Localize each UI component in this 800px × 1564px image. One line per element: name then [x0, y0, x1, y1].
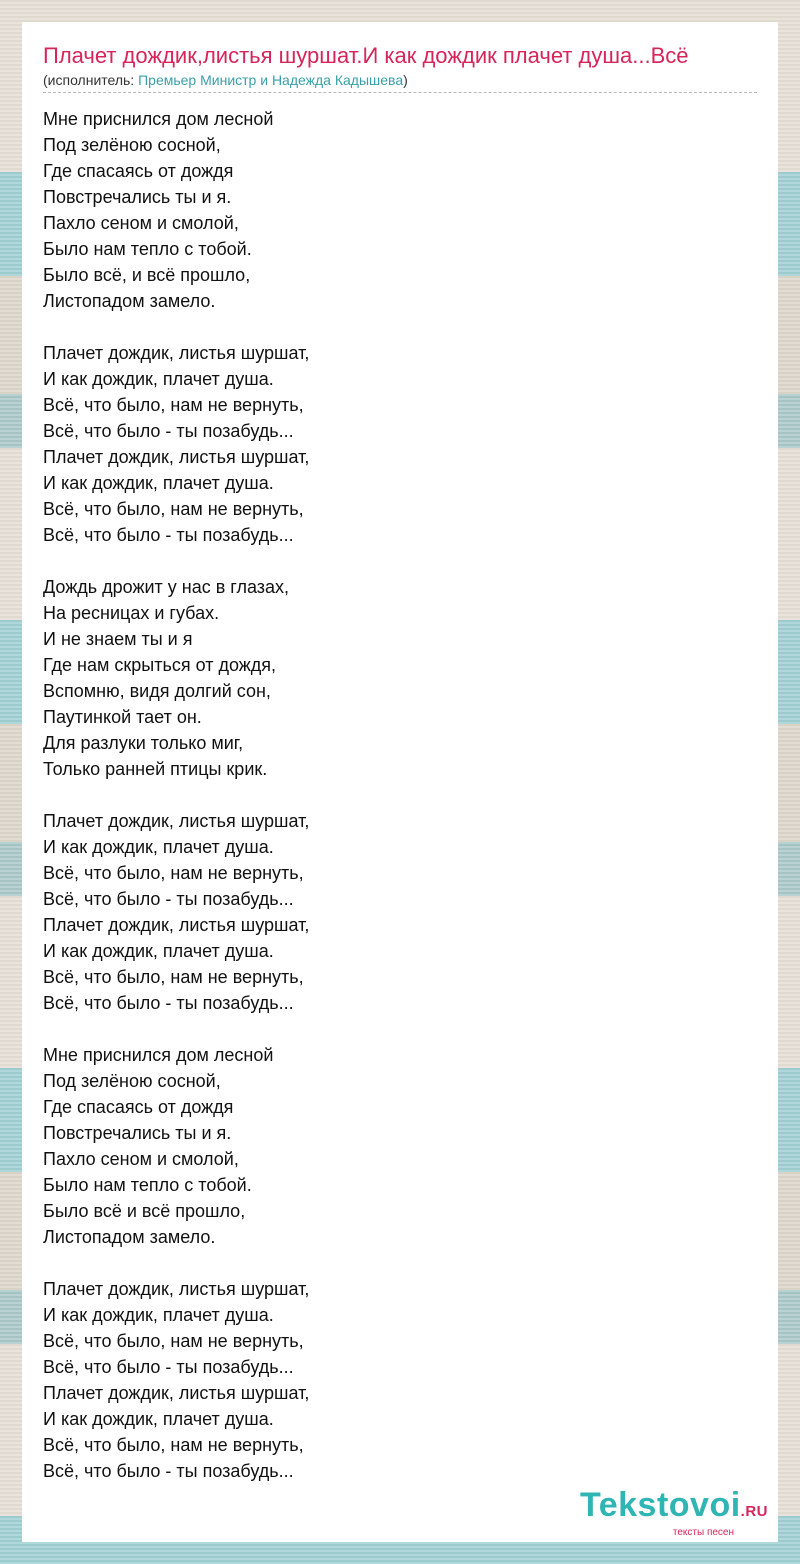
- lyrics-line: Было всё и всё прошло,: [43, 1201, 246, 1221]
- lyrics-stanza: [43, 574, 758, 782]
- lyrics-line: Всё, что было, нам не вернуть,: [43, 1435, 304, 1455]
- lyrics-stanza: [43, 808, 758, 1016]
- performer-prefix: (исполнитель:: [43, 72, 139, 88]
- lyrics-stanza: [43, 340, 758, 548]
- lyrics-line: Всё, что было, нам не вернуть,: [43, 1331, 304, 1351]
- logo-name: Tekstovoi: [579, 1486, 741, 1524]
- lyrics-line: Паутинкой тает он.: [43, 707, 202, 727]
- lyrics-line: Всё, что было, нам не вернуть,: [43, 395, 304, 415]
- lyrics-line: Всё, что было - ты позабудь...: [43, 889, 294, 909]
- lyrics-line: Где спасаясь от дождя: [43, 1097, 234, 1117]
- lyrics-line: И не знаем ты и я: [43, 629, 193, 649]
- lyrics-line: Было всё, и всё прошло,: [43, 265, 251, 285]
- lyrics-line: Листопадом замело.: [43, 291, 216, 311]
- lyrics-stanza: [43, 1276, 758, 1484]
- lyrics-line: Всё, что было, нам не вернуть,: [43, 967, 304, 987]
- lyrics-line: Плачет дождик, листья шуршат,: [43, 447, 310, 467]
- lyrics-line: Всё, что было - ты позабудь...: [43, 1357, 294, 1377]
- lyrics-body: [43, 106, 758, 1484]
- lyrics-line: Повстречались ты и я.: [43, 1123, 232, 1143]
- lyrics-line: И как дождик, плачет душа.: [43, 941, 274, 961]
- lyrics-line: Дождь дрожит у нас в глазах,: [43, 577, 290, 597]
- performer-line: [43, 72, 758, 89]
- lyrics-line: Всё, что было, нам не вернуть,: [43, 863, 304, 883]
- logo-tld: .RU: [740, 1503, 768, 1520]
- lyrics-line: Плачет дождик, листья шуршат,: [43, 811, 310, 831]
- lyrics-line: Всё, что было - ты позабудь...: [43, 421, 294, 441]
- performer-link[interactable]: Премьер Министр и Надежда Кадышева: [138, 72, 404, 88]
- logo-tagline: тексты песен: [672, 1527, 734, 1538]
- lyrics-line: Повстречались ты и я.: [43, 187, 232, 207]
- lyrics-line: Плачет дождик, листья шуршат,: [43, 343, 310, 363]
- lyrics-line: И как дождик, плачет душа.: [43, 1409, 274, 1429]
- lyrics-stanza: [43, 1042, 758, 1250]
- lyrics-line: Пахло сеном и смолой,: [43, 213, 239, 233]
- lyrics-stanza: [43, 106, 758, 314]
- lyrics-line: И как дождик, плачет душа.: [43, 473, 274, 493]
- song-title: Плачет дождик,листья шуршат.И как дождик плачет душа...Всё: [43, 43, 689, 68]
- lyrics-line: Для разлуки только миг,: [43, 733, 244, 753]
- divider: [43, 92, 757, 93]
- lyrics-line: Плачет дождик, листья шуршат,: [43, 1279, 310, 1299]
- lyrics-line: И как дождик, плачет душа.: [43, 369, 274, 389]
- lyrics-line: Где спасаясь от дождя: [43, 161, 234, 181]
- lyrics-line: Где нам скрыться от дождя,: [43, 655, 277, 675]
- lyrics-line: Под зелёною сосной,: [43, 1071, 221, 1091]
- lyrics-line: Всё, что было - ты позабудь...: [43, 993, 294, 1013]
- lyrics-line: Мне приснился дом лесной: [43, 109, 274, 129]
- lyrics-line: Всё, что было, нам не вернуть,: [43, 499, 304, 519]
- logo-wordmark: [580, 1488, 768, 1529]
- lyrics-card: [22, 22, 778, 1542]
- site-logo[interactable]: [580, 1488, 768, 1538]
- performer-suffix: ): [403, 72, 408, 88]
- lyrics-line: Всё, что было - ты позабудь...: [43, 525, 294, 545]
- lyrics-line: Пахло сеном и смолой,: [43, 1149, 239, 1169]
- lyrics-line: Плачет дождик, листья шуршат,: [43, 1383, 310, 1403]
- lyrics-line: Листопадом замело.: [43, 1227, 216, 1247]
- lyrics-line: Было нам тепло с тобой.: [43, 239, 252, 259]
- lyrics-line: Всё, что было - ты позабудь...: [43, 1461, 294, 1481]
- lyrics-line: Было нам тепло с тобой.: [43, 1175, 252, 1195]
- lyrics-line: Только ранней птицы крик.: [43, 759, 268, 779]
- lyrics-line: Под зелёною сосной,: [43, 135, 221, 155]
- lyrics-line: Мне приснился дом лесной: [43, 1045, 274, 1065]
- lyrics-line: Плачет дождик, листья шуршат,: [43, 915, 310, 935]
- lyrics-line: И как дождик, плачет душа.: [43, 837, 274, 857]
- lyrics-line: На ресницах и губах.: [43, 603, 220, 623]
- lyrics-line: И как дождик, плачет душа.: [43, 1305, 274, 1325]
- lyrics-line: Вспомню, видя долгий сон,: [43, 681, 271, 701]
